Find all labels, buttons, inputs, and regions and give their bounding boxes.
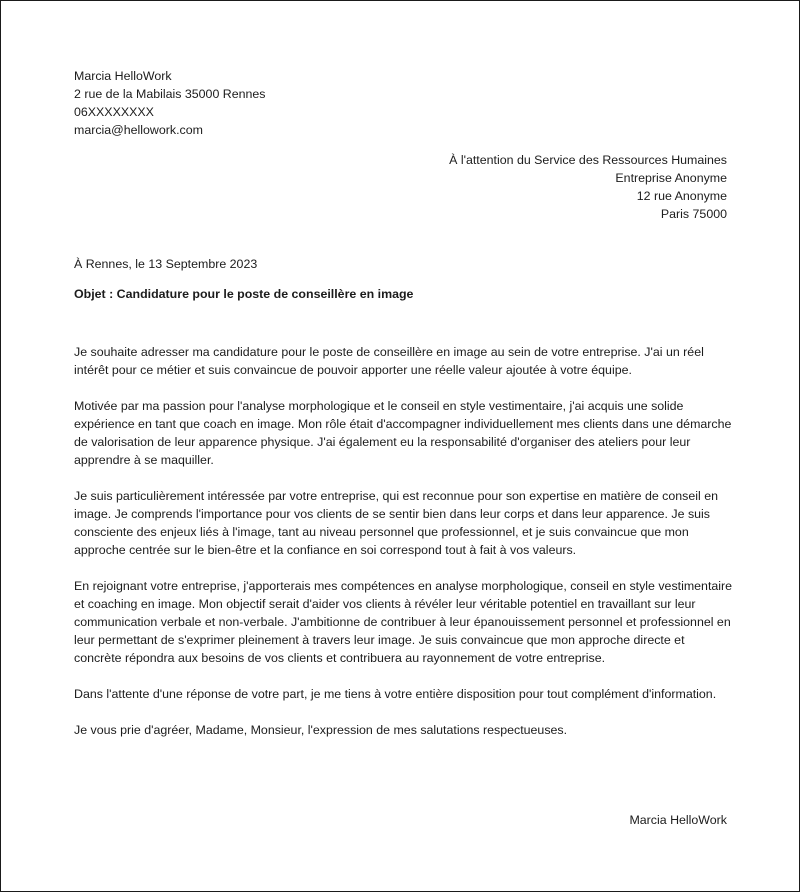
body-paragraph-experience: Motivée par ma passion pour l'analyse morphologique et le conseil en style vestimentaire, j'ai acquis une solide expérience en tant que coach en image. Mon rôle était d'accompagner individuellement mes clients dans une démarche de valorisation de leur apparence physique. J'ai également eu la responsabilité d'organiser des ateliers pour leur apprendre à se maquiller. [74, 399, 732, 467]
sender-email: marcia@hellowork.com [74, 123, 203, 137]
recipient-street: 12 rue Anonyme [636, 189, 727, 203]
sender-name: Marcia HelloWork [74, 69, 172, 83]
body-paragraph-availability: Dans l'attente d'une réponse de votre part, je me tiens à votre entière disposition pour tout complément d'information. [74, 687, 717, 701]
recipient-attention: À l'attention du Service des Ressources Humaines [449, 153, 727, 167]
letter-date: À Rennes, le 13 Septembre 2023 [74, 257, 258, 271]
body-paragraph-skills: En rejoignant votre entreprise, j'apporterais mes compétences en analyse morphologique, conseil en style vestimentaire et coaching en image. Mon objectif serait d'aider vos clients à révéler leur véritable potentiel en travaillant sur leur communication verbale et non-verbale. J'ambitionne de contribuer à leur épanouissement personnel et professionnel en leur permettant de s'exprimer pleinement à travers leur image. Je suis convaincue que mon approche directe et concrète répondra aux besoins de vos clients et contribuera au rayonnement de votre entreprise. [74, 579, 733, 665]
body-paragraph-company: Je suis particulièrement intéressée par votre entreprise, qui est reconnue pour son expertise en matière de conseil en image. Je comprends l'importance pour vos clients de se sentir bien dans leur corps et dans leur apparence. Je suis consciente des enjeux liés à l'image, tant au niveau personnel que professionnel, et je suis convaincue que mon approche centrée sur le bien-être et la confiance en soi correspond tout à fait à vos valeurs. [74, 489, 718, 557]
recipient-block [449, 151, 727, 223]
sender-phone: 06XXXXXXXX [74, 105, 154, 119]
letter-body [74, 343, 734, 757]
letter-subject: Objet : Candidature pour le poste de conseillère en image [74, 287, 414, 301]
body-paragraph-intro: Je souhaite adresser ma candidature pour le poste de conseillère en image au sein de votre entreprise. J'ai un réel intérêt pour ce métier et suis convaincue de pouvoir apporter une réelle valeur ajoutée à votre équipe. [74, 345, 704, 377]
sender-block [74, 67, 266, 139]
letter-signature: Marcia HelloWork [629, 813, 727, 827]
body-paragraph-closing: Je vous prie d'agréer, Madame, Monsieur, l'expression de mes salutations respectueuses. [74, 723, 568, 737]
recipient-company: Entreprise Anonyme [615, 171, 727, 185]
sender-address: 2 rue de la Mabilais 35000 Rennes [74, 87, 266, 101]
recipient-city: Paris 75000 [660, 207, 727, 221]
